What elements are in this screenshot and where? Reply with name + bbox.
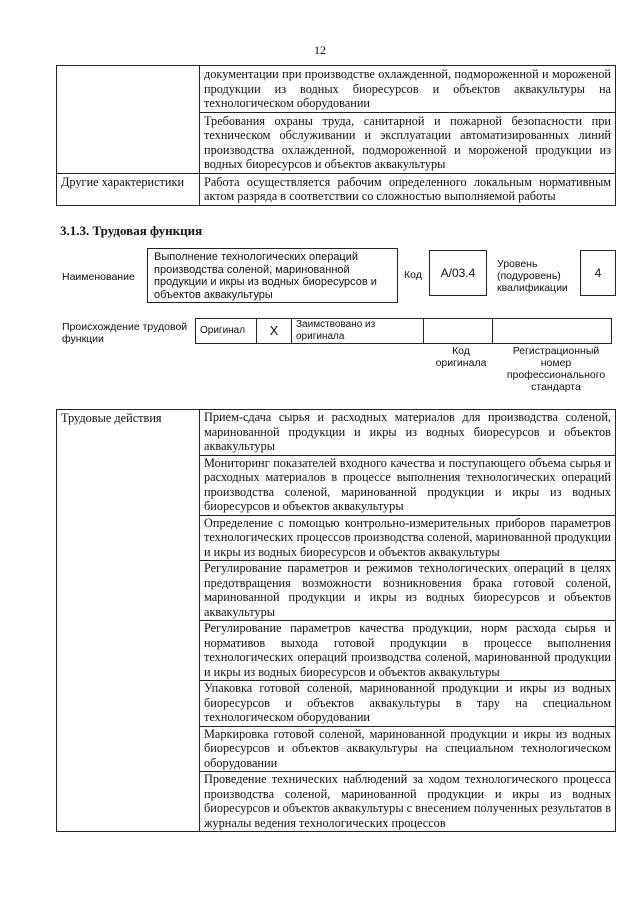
origin-table (195, 318, 612, 344)
row-label (57, 66, 200, 174)
code-label: Код (404, 269, 422, 281)
labor-action-item: Прием-сдача сырья и расходных материалов для производства соленой, маринованной продукции и икры из водных биоресурсов и объектов аквакультуры (200, 410, 616, 456)
labor-actions-table (56, 409, 616, 832)
origin-code-cell (424, 319, 493, 344)
origin-code-caption: Код оригинала (435, 345, 487, 369)
section-title: 3.1.3. Трудовая функция (60, 223, 203, 238)
previous-function-table (56, 65, 616, 206)
origin-reg-number-cell (493, 319, 612, 344)
row-text: документации при производстве охлажденной, подмороженной и мороженой продукции из водных биоресурсов и объектов аквакультуры на технологическом оборудовании (200, 66, 616, 113)
origin-mark: X (257, 319, 292, 344)
table-row (57, 66, 616, 113)
table-row (57, 410, 616, 456)
labor-action-item: Проведение технических наблюдений за ходом технологического процесса производства соленой, маринованной продукции и икры из водных биоресурсов и объектов аквакультуры с внесением полученных результатов в журналы ведения технологических процессов (200, 772, 616, 832)
labor-action-item: Упаковка готовой соленой, маринованной продукции и икры из водных биоресурсов и объектов аквакультуры в тару на специальном технологическом оборудовании (200, 681, 616, 727)
row-text: Требования охраны труда, санитарной и пожарной безопасности при техническом обслуживании и эксплуатации автоматизированных линий производства охлажденной, подмороженной и мороженой продукции из водных биоресурсов и объектов аквакультуры (200, 112, 616, 173)
row-label: Другие характеристики (57, 173, 200, 205)
function-name-box: Выполнение технологических операций производства соленой, маринованной продукции и икры из водных биоресурсов и объектов аквакультуры (147, 248, 398, 303)
labor-action-item: Регулирование параметров качества продукции, норм расхода сырья и нормативов выхода готовой продукции в процессе выполнения технологических операций производства соленой, маринованной продукции и икры из водных биоресурсов и объектов аквакультуры (200, 621, 616, 681)
page-number: 12 (314, 43, 326, 57)
name-label: Наименование (62, 271, 135, 283)
origin-borrowed-cell: Заимствовано из оригинала (292, 319, 424, 344)
labor-actions-label: Трудовые действия (57, 410, 200, 832)
function-code-box: A/03.4 (429, 250, 487, 296)
labor-action-item: Мониторинг показателей входного качества и поступающего объема сырья и расходных материалов в процессе выполнения технологических операций производства соленой, маринованной продукции и икры из водных биоресурсов и объектов аквакультуры (200, 455, 616, 515)
row-text: Работа осуществляется рабочим определенного локальным нормативным актом разряда в соответствии со сложностью выполняемой работы (200, 173, 616, 205)
labor-action-item: Маркировка готовой соленой, маринованной продукции и икры из водных биоресурсов и объектов аквакультуры на специальном технологическом оборудовании (200, 726, 616, 772)
table-row (57, 173, 616, 205)
labor-action-item: Определение с помощью контрольно-измерительных приборов параметров технологических процессов производства соленой, маринованной продукции и икры из водных биоресурсов и объектов аквакультуры (200, 515, 616, 561)
qualification-level-box: 4 (580, 250, 616, 296)
origin-reg-caption: Регистрационный номер профессионального стандарта (506, 345, 606, 393)
origin-label: Происхождение трудовой функции (62, 321, 188, 345)
labor-action-item: Регулирование параметров и режимов технологических операций в целях предотвращения возможности возникновения брака готовой соленой, маринованной продукции и икры из водных биоресурсов и объектов аквакультуры (200, 561, 616, 621)
level-label: Уровень (подуровень) квалификации (497, 258, 568, 294)
origin-original-cell: Оригинал (196, 319, 257, 344)
